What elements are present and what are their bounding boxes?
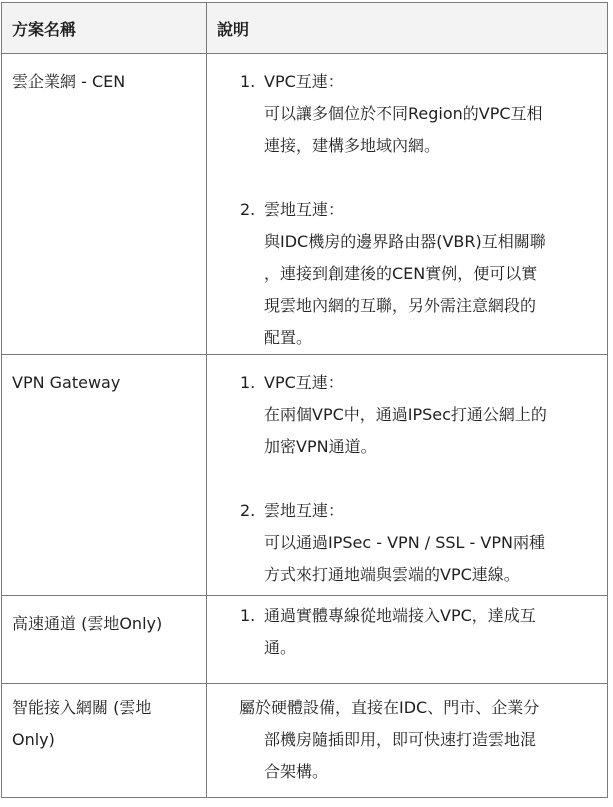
list-item-line: 方式來打通地端與雲端的VPC連線。: [264, 565, 520, 584]
list-item-title: 雲地互連：: [264, 200, 345, 219]
list-item-line: 通。: [264, 638, 297, 657]
list-number: 1.: [240, 606, 256, 625]
list-item: [207, 600, 607, 664]
header-description: 說明: [207, 3, 608, 54]
list-item-line: 可以通過IPSec - VPN / SSL - VPN兩種: [264, 533, 545, 552]
list-number: 2.: [240, 200, 256, 219]
solution-description: [207, 355, 608, 596]
description-line: 部機房隨插即用，即可快速打造雲地混: [264, 730, 537, 749]
list-item-line: 現雲地內網的互聯，另外需注意網段的: [264, 296, 537, 315]
list-item: [207, 495, 607, 591]
table-row: [2, 54, 608, 355]
solution-name-line: Only): [12, 730, 55, 749]
list-item: [207, 194, 607, 354]
solution-name: 雲企業網 - CEN: [2, 54, 207, 355]
list-item-line: ，連接到創建後的CEN實例，便可以實: [264, 264, 538, 283]
list-number: 2.: [240, 501, 256, 520]
list-item-line: 在兩個VPC中，通過IPSec打通公網上的: [264, 405, 547, 424]
list-item: [207, 367, 607, 463]
solution-description: [207, 596, 608, 684]
solutions-table: [1, 2, 608, 798]
list-item-line: 配置。: [264, 328, 313, 347]
table-row: [2, 596, 608, 684]
solution-name: [2, 684, 207, 798]
table-row: [2, 355, 608, 596]
list-item-title: 雲地互連：: [264, 501, 345, 520]
list-item: [207, 66, 607, 162]
header-solution-name: 方案名稱: [2, 3, 207, 54]
solution-description: [207, 684, 608, 798]
description-line: 屬於硬體設備，直接在IDC、門市、企業分: [239, 698, 540, 717]
list-item-line: 與IDC機房的邊界路由器(VBR)互相關聯: [264, 232, 546, 251]
solution-name: 高速通道 (雲地Only): [2, 596, 207, 684]
list-item-line: 通過實體專線從地端接入VPC，達成互: [264, 606, 536, 625]
description-line: 合架構。: [264, 762, 329, 781]
list-number: 1.: [240, 72, 256, 91]
solution-name: VPN Gateway: [2, 355, 207, 596]
solution-name-line: 智能接入網關 (雲地: [12, 698, 152, 717]
list-item-title: VPC互連：: [264, 373, 344, 392]
solution-description: [207, 54, 608, 355]
list-item-line: 連接，建構多地域內網。: [264, 136, 441, 155]
list-item-line: 加密VPN通道。: [264, 437, 377, 456]
list-item-title: VPC互連：: [264, 72, 344, 91]
table-row: [2, 684, 608, 798]
list-item-line: 可以讓多個位於不同Region的VPC互相: [264, 104, 543, 123]
list-number: 1.: [240, 373, 256, 392]
header-row: [2, 3, 608, 54]
